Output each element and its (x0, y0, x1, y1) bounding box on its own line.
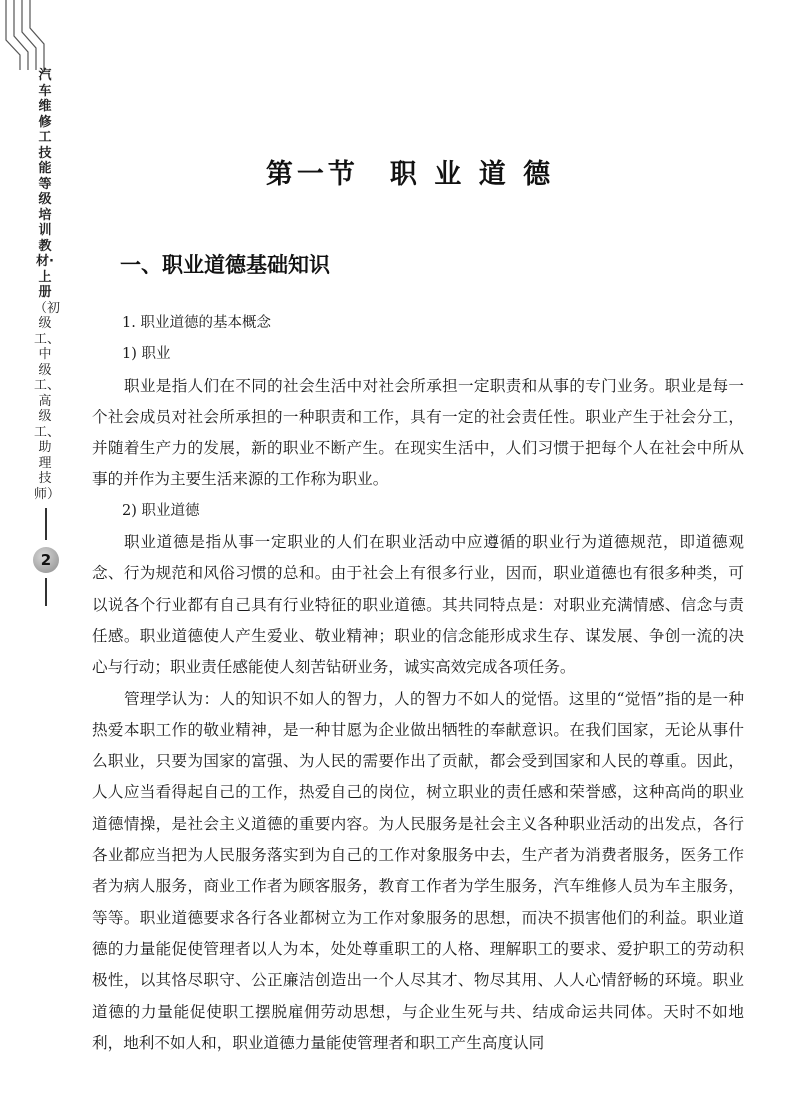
subsection-title: 一、职业道德基础知识 (120, 253, 330, 277)
heading-occupation: 1) 职业 (122, 346, 171, 363)
section-title: 第一节 职 业 道 德 (265, 159, 555, 190)
series-subtitle: （初级工、中级工、高级工、助理技师） (34, 300, 61, 502)
body-text (92, 308, 744, 1059)
paragraph-management-view: 管理学认为：人的知识不如人的智力，人的智力不如人的觉悟。这里的“觉悟”指的是一种热爱本职工作的敬业精神，是一种甘愿为企业做出牺牲的奉献意识。在我们国家，无论从事什么职业，只要为国家的富强、为人民的需要作出了贡献，都会受到国家和人民的尊重。因此，人人应当看得起自己的工作，热爱自己的岗位，树立职业的责任感和荣誉感，这种高尚的职业道德情操，是社会主义道德的重要内容。为人民服务是社会主义各种职业活动的出发点，各行各业都应当把为人民服务落实到为自己的工作对象服务中去，生产者为消费者服务，医务工作者为病人服务，商业工作者为顾客服务，教育工作者为学生服务，汽车维修人员为车主服务，等等。职业道德要求各行各业都树立为工作对象服务的思想，而决不损害他们的利益。职业道德的力量能促使管理者以人为本，处处尊重职工的人格、理解职工的要求、爱护职工的劳动积极性，以其恪尽职守、公正廉洁创造出一个人尽其才、物尽其用、人人心情舒畅的环境。职业道德的力量能促使职工摆脱雇佣劳动思想，与企业生死与共、结成命运共同体。天时不如地利，地利不如人和，职业道德力量能使管理者和职工产生高度认同 (92, 689, 744, 1052)
page-number-badge: 2 (33, 547, 59, 573)
heading-basic-concepts: 1. 职业道德的基本概念 (122, 315, 271, 331)
margin-rule-lower (45, 578, 47, 606)
margin-decoration-lines (0, 0, 60, 70)
paragraph-professional-ethics: 职业道德是指从事一定职业的人们在职业活动中应遵循的职业行为道德规范，即道德观念、行为规范和风俗习惯的总和。由于社会上有很多行业，因而，职业道德也有很多种类，可以说各个行业都有自己具有行业特征的职业道德。其共同特点是：对职业充满情感、信念与责任感。职业道德使人产生爱业、敬业精神；职业的信念能形成求生存、谋发展、争创一流的决心与行动；职业责任感能使人刻苦钻研业务，诚实高效完成各项任务。 (92, 533, 744, 677)
series-title: 汽车维修工技能等级培训教材·上册 (36, 68, 54, 300)
series-title-vertical (34, 68, 61, 502)
heading-professional-ethics: 2) 职业道德 (122, 502, 200, 519)
margin-rule-upper (45, 508, 47, 540)
paragraph-occupation: 职业是指人们在不同的社会生活中对社会所承担一定职责和从事的专门业务。职业是每一个社会成员对社会所承担的一种职责和工作，具有一定的社会责任性。职业产生于社会分工，并随着生产力的发展，新的职业不断产生。在现实生活中，人们习惯于把每个人在社会中所从事的并作为主要生活来源的工作称为职业。 (92, 376, 744, 489)
